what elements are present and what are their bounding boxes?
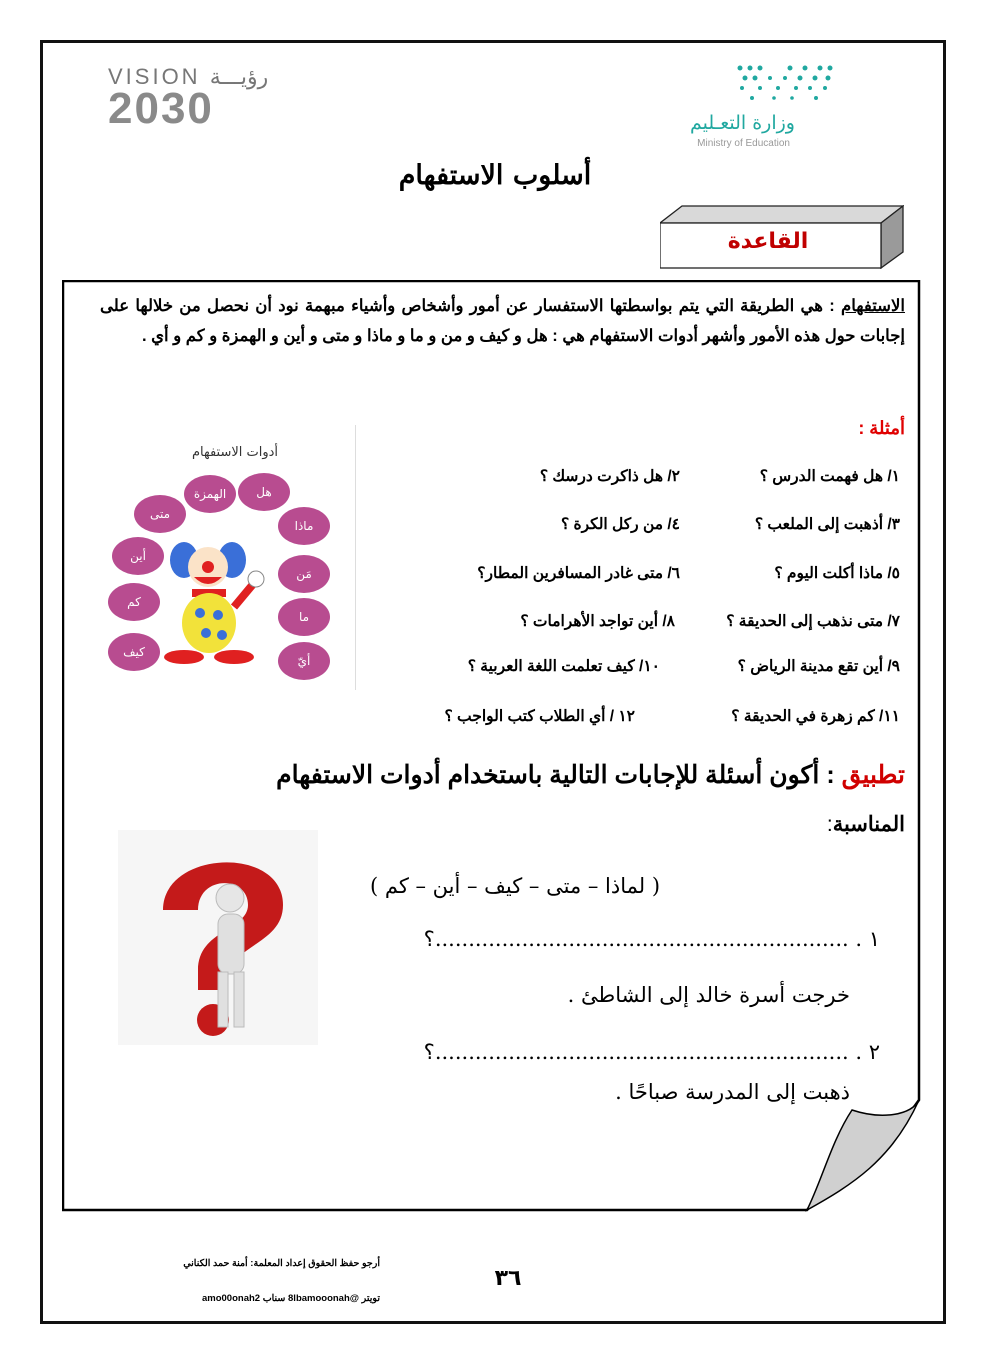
- tool-bubble: ماذا: [278, 507, 330, 545]
- ministry-logo: [680, 60, 850, 155]
- examples-heading: أمثلة :: [858, 418, 905, 438]
- application-instruction: أكون أسئلة للإجابات التالية باستخدام أدوات الاستفهام: [276, 761, 820, 789]
- definition-paragraph: [100, 291, 905, 351]
- application-instruction-continued: المناسبة:: [826, 813, 905, 836]
- footer-credit: أرجو حفظ الحقوق إعداد المعلمة: أمنة حمد الكناني: [183, 1258, 380, 1269]
- example-8: ٨/ أين تواجد الأهرامات ؟: [520, 613, 675, 630]
- tool-bubble: أيّ: [278, 642, 330, 680]
- page-title: أسلوب الاستفهام: [398, 160, 592, 191]
- application-label: تطبيق: [841, 761, 905, 789]
- practice-item-2-number: ٢ .: [848, 1040, 880, 1064]
- definition-term: الاستفهام: [841, 297, 905, 315]
- tool-bubble: مَن: [278, 555, 330, 593]
- application-colon: :: [819, 761, 842, 789]
- practice-answer-2: ذهبت إلى المدرسة صباحًا .: [615, 1080, 850, 1104]
- definition-text: هي الطريقة التي يتم بواسطتها الاستفسار عن أمور وأشخاص وأشياء مبهمة نود أن نحصل من خلالها على إجابات حول هذه الأمور وأشهر أدوات الاستفهام هي : هل و كيف و من و ما و ماذا و متى و أين و الهمزة و كم و أي .: [100, 297, 905, 345]
- example-5: ٥/ ماذا أكلت اليوم ؟: [774, 565, 900, 582]
- tool-bubble: كم: [108, 583, 160, 621]
- example-9: ٩/ أين تقع مدينة الرياض ؟: [737, 658, 900, 675]
- ministry-english-name: Ministry of Education: [697, 138, 790, 149]
- tool-bubble: أين: [112, 537, 164, 575]
- page-number: ٣٦: [494, 1266, 522, 1291]
- example-7: ٧/ متى نذهب إلى الحديقة ؟: [726, 613, 900, 630]
- footer-social: تويتر @8lbamooonah سناب amo00onah2: [201, 1293, 380, 1304]
- practice-item-2: [370, 1040, 880, 1064]
- tools-figure: [100, 465, 340, 690]
- application-heading: [170, 760, 905, 790]
- tool-bubble: كيف: [108, 633, 160, 671]
- example-11: ١١/ كم زهرة في الحديقة ؟: [731, 708, 900, 725]
- definition-separator: :: [822, 297, 841, 315]
- ministry-dots-icon: [730, 60, 840, 108]
- tool-bubble: متى: [134, 495, 186, 533]
- example-3: ٣/ أذهبت إلى الملعب ؟: [754, 516, 900, 533]
- rule-label: القاعدة: [727, 229, 809, 254]
- practice-item-2-blank: ..............................................................؟: [423, 1040, 849, 1064]
- practice-item-1: [370, 927, 880, 951]
- tool-bubble: هل: [238, 473, 290, 511]
- example-2: ٢/ هل ذاكرت درسك ؟: [539, 468, 680, 485]
- vision-label: VISION رؤيـــة: [108, 64, 269, 89]
- example-1: ١/ هل فهمت الدرس ؟: [759, 468, 900, 485]
- examples-divider: [355, 425, 356, 690]
- application-instruction-cont: المناسبة: [832, 813, 905, 836]
- practice-item-1-number: ١ .: [848, 927, 880, 951]
- practice-answer-1: خرجت أسرة خالد إلى الشاطئ .: [567, 983, 850, 1007]
- ministry-arabic-name: وزارة التعـليم: [689, 112, 795, 134]
- tools-list: ( لماذا – متى – كيف – أين – كم ): [369, 874, 661, 898]
- example-6: ٦/ متى غادر المسافرين المطار؟: [477, 565, 680, 582]
- example-10: ١٠/ كيف تعلمت اللغة العربية ؟: [467, 658, 660, 675]
- example-4: ٤/ من ركل الكرة ؟: [560, 516, 680, 533]
- vision-2030-logo: [108, 64, 283, 134]
- question-mark-illustration: [118, 830, 318, 1045]
- practice-item-1-blank: ..............................................................؟: [423, 927, 849, 951]
- clown-illustration: [162, 535, 272, 665]
- example-12: ١٢ / أي الطلاب كتب الواجب ؟: [444, 708, 635, 725]
- vision-year: 2030: [108, 84, 214, 133]
- tools-figure-title: أدوات الاستفهام: [191, 445, 279, 460]
- tool-bubble: ما: [278, 598, 330, 636]
- tool-bubble: الهمزة: [184, 475, 236, 513]
